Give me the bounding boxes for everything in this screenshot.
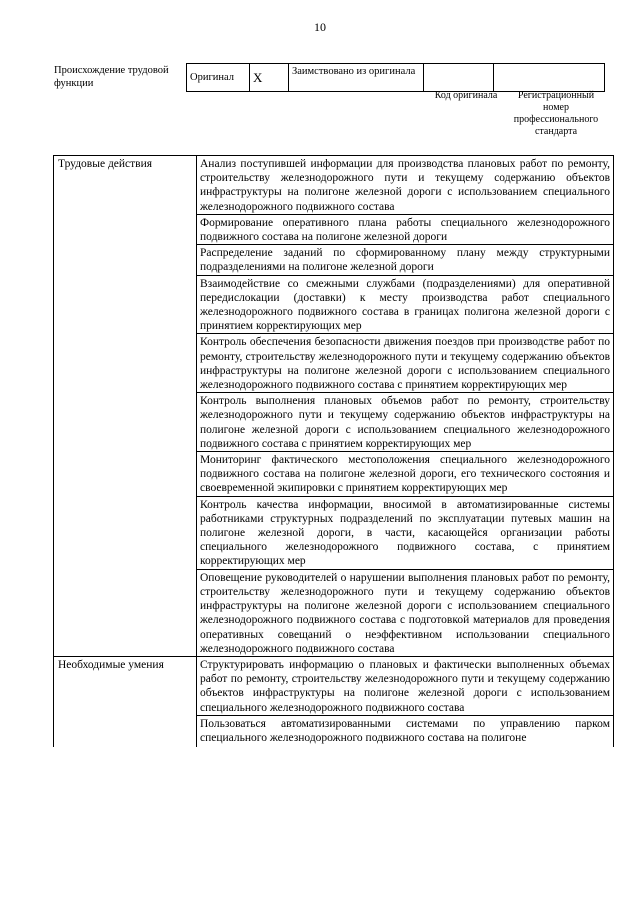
- reg-number-cell: [494, 64, 605, 92]
- origin-label: Происхождение трудовой функции: [54, 65, 169, 89]
- skill-item: Структурировать информацию о плановых и фактически выполненных объемах работ по ремонту, строительству железнодорожного пути и текущему содержанию объектов инфраструктуры на полигоне железной дороги с использованием специального железнодорожного подвижного состава: [197, 656, 614, 715]
- labor-action-item: Контроль качества информации, вносимой в автоматизированные системы работниками структурных подразделений по эксплуатации путевых машин на полигоне железной дороги, в части, касающейся организации работы специального железнодорожного подвижного состава, с принятием корректирующих мер: [197, 496, 614, 569]
- labor-action-item: Формирование оперативного плана работы специального железнодорожного подвижного состава на полигоне железной дороги: [197, 214, 614, 244]
- original-cell: Оригинал: [187, 64, 250, 92]
- code-caption: Код оригинала: [434, 90, 498, 101]
- skill-item: Пользоваться автоматизированными системами по управлению парком специального железнодорожного подвижного состава на полигоне: [197, 715, 614, 747]
- reg-number-caption: Регистрационный номер профессионального стандарта: [513, 90, 599, 137]
- skills-label: Необходимые умения: [54, 656, 197, 746]
- labor-action-item: Анализ поступившей информации для производства плановых работ по ремонту, строительству железнодорожного пути и текущему содержанию объектов инфраструктуры на полигоне железной дороги с использованием специального железнодорожного подвижного состава: [197, 156, 614, 215]
- labor-action-item: Взаимодействие со смежными службами (подразделениями) для оперативной передислокации (доставки) к месту производства работ специального железнодорожного подвижного состава в границах полигона железной дороги с принятием корректирующих мер: [197, 275, 614, 334]
- labor-action-item: Мониторинг фактического местоположения специального железнодорожного подвижного состава на полигоне железной дороги, его технического состояния и своевременной экипировки с принятием корректирующих мер: [197, 452, 614, 497]
- code-cell: [424, 64, 494, 92]
- function-table: [53, 155, 614, 747]
- origin-table: [186, 63, 605, 92]
- labor-actions-label: Трудовые действия: [54, 156, 197, 657]
- labor-action-item: Контроль выполнения плановых объемов работ по ремонту, строительству железнодорожного пути и текущему содержанию объектов инфраструктуры на полигоне железной дороги с использованием специального железнодорожного подвижного состава с принятием корректирующих мер: [197, 393, 614, 452]
- original-mark: X: [250, 64, 289, 92]
- labor-action-item: Распределение заданий по сформированному плану между структурными подразделениями на полигоне железной дороги: [197, 245, 614, 275]
- labor-action-item: Оповещение руководителей о нарушении выполнения плановых работ по ремонту, строительству железнодорожного пути и текущему содержанию объектов инфраструктуры на полигоне железной дороги с использованием специального железнодорожного подвижного состава с подготовкой материалов для проведения оперативных совещаний о неэффективном использовании специального железнодорожного подвижного состава: [197, 569, 614, 656]
- borrowed-cell: Заимствовано из оригинала: [289, 64, 424, 92]
- labor-action-item: Контроль обеспечения безопасности движения поездов при производстве работ по ремонту, строительству железнодорожного пути и текущему содержанию объектов инфраструктуры на полигоне железной дороги с использованием специального железнодорожного подвижного состава с принятием корректирующих мер: [197, 334, 614, 393]
- page-number: 10: [314, 20, 326, 34]
